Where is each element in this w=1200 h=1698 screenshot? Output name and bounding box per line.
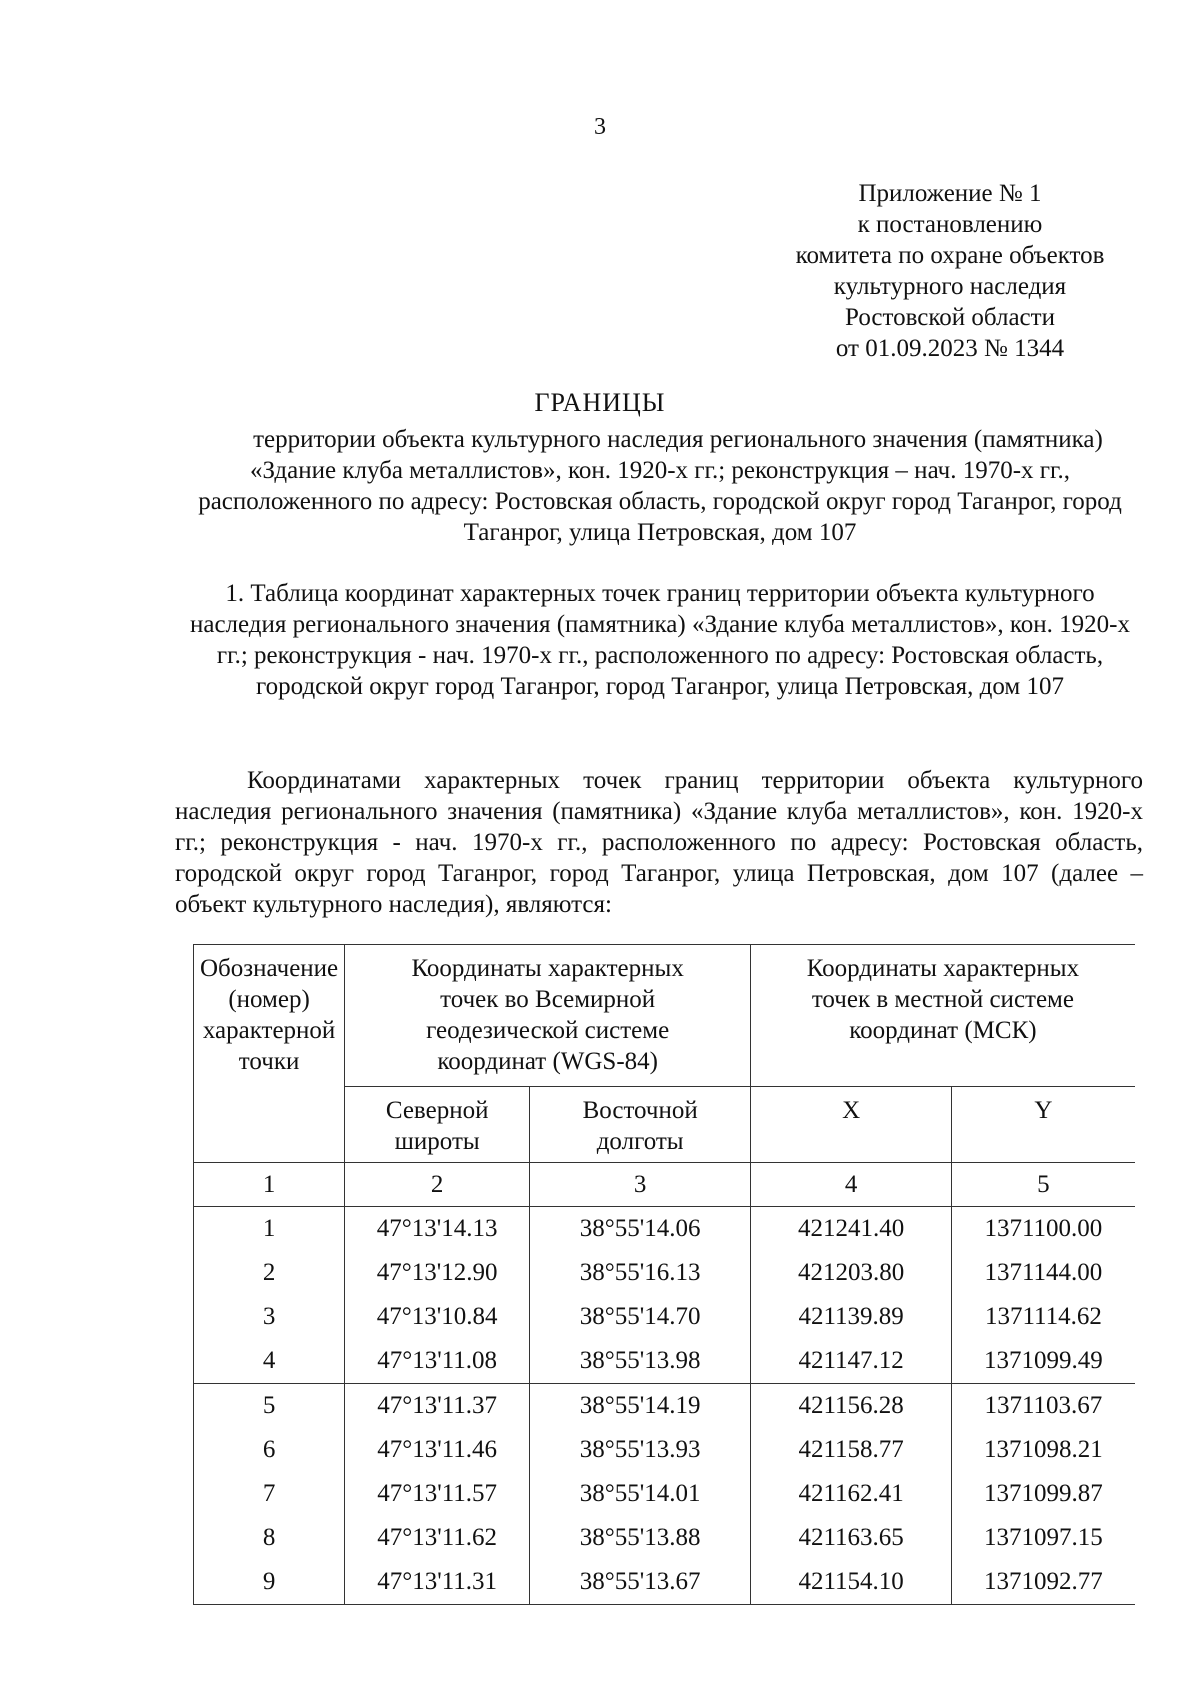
msk-y: 1371099.87 [952,1472,1135,1516]
msk-x: 421163.65 [751,1516,952,1560]
msk-x: 421139.89 [751,1295,952,1339]
latitude: 47°13'11.57 [345,1472,530,1516]
longitude: 38°55'16.13 [530,1251,751,1295]
table-row [194,1472,1135,1516]
point-number: 8 [194,1516,345,1560]
msk-x: 421156.28 [751,1384,952,1429]
latitude: 47°13'14.13 [345,1207,530,1252]
column-number: 3 [530,1163,751,1207]
appendix-line: от 01.09.2023 № 1344 [835,335,1065,362]
point-number: 3 [194,1295,345,1339]
point-number: 9 [194,1560,345,1605]
longitude: 38°55'14.01 [530,1472,751,1516]
column-number: 2 [345,1163,530,1207]
msk-y: 1371100.00 [952,1207,1135,1252]
latitude: 47°13'11.31 [345,1560,530,1605]
msk-x: 421241.40 [751,1207,952,1252]
header-lat: Северной широты [345,1087,530,1163]
appendix-block [740,178,1160,364]
msk-y: 1371092.77 [952,1560,1135,1605]
table-row [194,1428,1135,1472]
header-lon: Восточной долготы [530,1087,751,1163]
point-number: 4 [194,1339,345,1384]
document-title: ГРАНИЦЫ [534,388,666,417]
page-number: 3 [594,114,606,140]
latitude: 47°13'11.37 [345,1384,530,1429]
msk-y: 1371097.15 [952,1516,1135,1560]
longitude: 38°55'14.70 [530,1295,751,1339]
longitude: 38°55'14.06 [530,1207,751,1252]
latitude: 47°13'11.46 [345,1428,530,1472]
column-number: 4 [751,1163,952,1207]
longitude: 38°55'13.93 [530,1428,751,1472]
latitude: 47°13'11.62 [345,1516,530,1560]
msk-y: 1371144.00 [952,1251,1135,1295]
msk-y: 1371099.49 [952,1339,1135,1384]
coordinates-table [193,944,1135,1605]
table-row [194,1251,1135,1295]
point-number: 6 [194,1428,345,1472]
msk-y: 1371103.67 [952,1384,1135,1429]
header-msk: Координаты характерных точек в местной системе координат (МСК) [751,945,1135,1087]
appendix-line: Ростовской области [845,304,1055,331]
longitude: 38°55'14.19 [530,1384,751,1429]
msk-y: 1371098.21 [952,1428,1135,1472]
header-wgs84: Координаты характерных точек во Всемирной геодезической системе координат (WGS-84) [345,945,751,1087]
appendix-line: комитета по охране объектов [795,242,1105,269]
longitude: 38°55'13.67 [530,1560,751,1605]
msk-x: 421162.41 [751,1472,952,1516]
msk-y: 1371114.62 [952,1295,1135,1339]
table-row [194,1516,1135,1560]
point-number: 2 [194,1251,345,1295]
longitude: 38°55'13.88 [530,1516,751,1560]
section-heading: 1. Таблица координат характерных точек границ территории объекта культурного наследия регионального значения (памятника) «Здание клуба металлистов», кон. 1920-х гг.; реконструкция - нач. 1970-х гг., расположенного по адресу: Ростовская область, городской округ город Таганрог, город Таганрог, улица Петровская, дом 107 [189,580,1131,700]
column-number: 1 [194,1163,345,1207]
header-x: X [751,1087,952,1163]
appendix-line: Приложение № 1 [858,180,1042,207]
table-row [194,1339,1135,1384]
table-row [194,1384,1135,1429]
header-point: Обозначение (номер) характерной точки [194,945,345,1163]
msk-x: 421154.10 [751,1560,952,1605]
latitude: 47°13'11.08 [345,1339,530,1384]
point-number: 7 [194,1472,345,1516]
latitude: 47°13'10.84 [345,1295,530,1339]
column-number: 5 [952,1163,1135,1207]
msk-x: 421158.77 [751,1428,952,1472]
msk-x: 421203.80 [751,1251,952,1295]
point-number: 1 [194,1207,345,1252]
document-subtitle: территории объекта культурного наследия регионального значения (памятника) «Здание клуба металлистов», кон. 1920-х гг.; реконструкция – нач. 1970-х гг., расположенного по адресу: Ростовская область, городской округ город Таганрог, город Таганрог, улица Петровская, дом 107 [198,426,1122,546]
header-y: Y [952,1087,1135,1163]
appendix-line: к постановлению [857,211,1043,238]
appendix-line: культурного наследия [833,273,1067,300]
point-number: 5 [194,1384,345,1429]
table-row [194,1295,1135,1339]
longitude: 38°55'13.98 [530,1339,751,1384]
table-row [194,1560,1135,1605]
msk-x: 421147.12 [751,1339,952,1384]
table-row [194,1207,1135,1252]
body-paragraph: Координатами характерных точек границ территории объекта культурного наследия регионального значения (памятника) «Здание клуба металлистов», кон. 1920-х гг.; реконструкция - нач. 1970-х гг., расположенного по адресу: Ростовская область, городской округ город Таганрог, город Таганрог, улица Петровская, дом 107 (далее – объект культурного наследия), являются: [175,767,1143,918]
latitude: 47°13'12.90 [345,1251,530,1295]
